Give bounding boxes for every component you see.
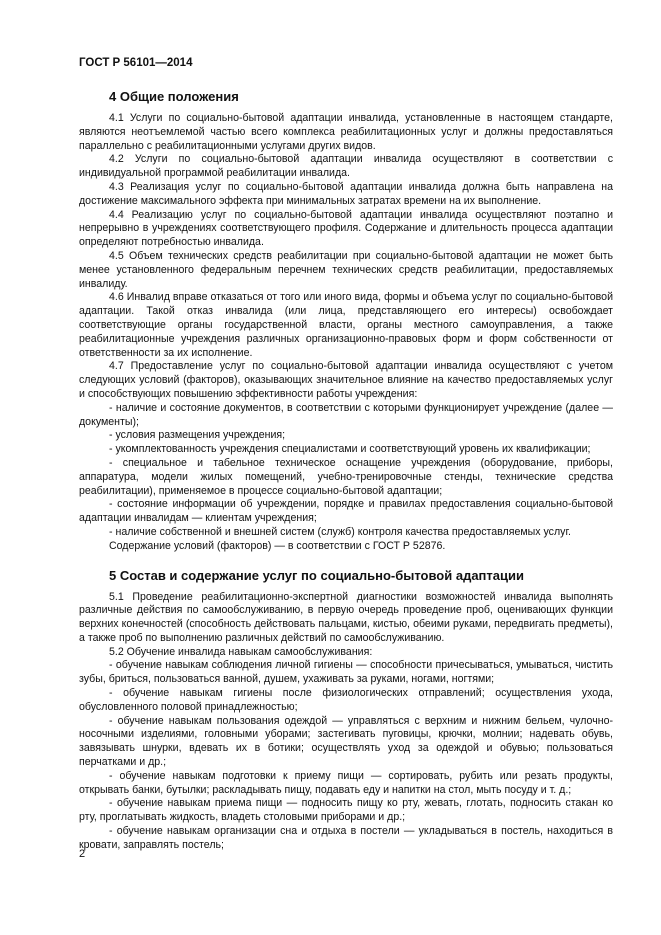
- page-number: 2: [79, 848, 86, 860]
- paragraph: 4.2 Услуги по социально-бытовой адаптации инвалида осуществляют в соответствии с индивидуальной программой реабилитации инвалида.: [79, 153, 613, 180]
- list-item: - обучение навыкам пользования одеждой — управляться с верхним и нижним бельем, чулочно-носочными изделиями, головными уборами; застегивать пуговицы, крючки, молнии; надевать обувь, завязывать шнурки, вдевать их в ботики; осуществлять уход за одеждой и обувью; пользоваться перчатками и др.;: [79, 714, 613, 769]
- list-item: - условия размещения учреждения;: [109, 429, 286, 442]
- list-item: - обучение навыкам подготовки к приему пищи — сортировать, рубить или резать продукты, открывать банки, бутылки; раскладывать пищу, подавать еду и напитки на стол, мыть посуду и т. д.;: [79, 769, 613, 796]
- paragraph: 5.1 Проведение реабилитационно-экспертной диагностики возможностей инвалида выполнять различные действия по самообслуживанию, в первую очередь проведение проб, оценивающих функции верхних конечностей (способность действовать пальцами, кистью, обеими руками, передвигать предметы), а также проб по выполнению различных действий по самообслуживанию.: [79, 590, 613, 644]
- section-5-title: 5 Состав и содержание услуг по социально-бытовой адаптации: [109, 567, 524, 583]
- list-item: - обучение навыкам соблюдения личной гигиены — способности причесываться, умываться, чистить зубы, бриться, пользоваться ванной, душем, ухаживать за руками, ногами, ногтями;: [79, 659, 613, 686]
- paragraph: Содержание условий (факторов) — в соответствии с ГОСТ Р 52876.: [109, 539, 446, 552]
- list-item: - наличие и состояние документов, в соответствии с которыми функционирует учреждение (далее — документы);: [79, 401, 613, 428]
- list-item: - обучение навыкам гигиены после физиологических отправлений; осуществления ухода, обусловленного половой принадлежностью;: [79, 687, 613, 713]
- paragraph: 4.1 Услуги по социально-бытовой адаптации инвалида, установленные в настоящем стандарте, являются неотъемлемой частью всего комплекса реабилитационных услуг и должны предоставляться параллельно с реабилитационными услугами других видов.: [79, 112, 613, 152]
- document-header: ГОСТ Р 56101—2014: [79, 57, 193, 69]
- paragraph: 4.7 Предоставление услуг по социально-бытовой адаптации инвалида осуществляют с учетом следующих условий (факторов), оказывающих значительное влияние на качество предоставляемых услуг и способствующих повышению эффективности работы учреждения:: [79, 360, 613, 400]
- paragraph: 4.4 Реализацию услуг по социально-бытовой адаптации инвалида осуществляют поэтапно и непрерывно в учреждениях соответствующего профиля. Содержание и длительность процесса адаптации определяют потребностью инвалида.: [79, 208, 613, 249]
- paragraph: 4.6 Инвалид вправе отказаться от того или иного вида, формы и объема услуг по социально-бытовой адаптации. Такой отказ инвалида (или лица, представляющего его интересы) освобождает соответствующие органы государственной власти, органы местного самоуправления, а также реабилитационные учреждения различных организационно-правовых форм и форм собственности от ответственности за их исполнение.: [79, 291, 613, 359]
- list-item: - специальное и табельное техническое оснащение учреждения (оборудование, приборы, аппаратура, модели жилых помещений, учебно-тренировочные стенды, технические средства реабилитации), применяемое в процессе социально-бытовой адаптации;: [79, 456, 613, 497]
- list-item: - состояние информации об учреждении, порядке и правилах предоставления социально-бытовой адаптации инвалидам — клиентам учреждения;: [79, 498, 613, 525]
- list-item: - укомплектованность учреждения специалистами и соответствующий уровень их квалификации;: [109, 443, 591, 456]
- list-item: - наличие собственной и внешней систем (служб) контроля качества предоставляемых услуг.: [109, 525, 571, 538]
- list-item: - обучение навыкам приема пищи — подносить пищу ко рту, жевать, глотать, подносить стакан ко рту, проглатывать жидкость, владеть столовыми приборами и др.;: [79, 797, 613, 824]
- list-item: - обучение навыкам организации сна и отдыха в постели — укладываться в постель, находиться в кровати, заправлять постель;: [79, 825, 613, 851]
- paragraph: 4.3 Реализация услуг по социально-бытовой адаптации инвалида должна быть направлена на достижение максимального эффекта при минимальных затратах времени на их выполнение.: [79, 180, 613, 207]
- document-body: [79, 89, 613, 853]
- paragraph: 5.2 Обучение инвалида навыкам самообслуживания:: [109, 645, 373, 658]
- section-4-title: 4 Общие положения: [109, 89, 239, 104]
- paragraph: 4.5 Объем технических средств реабилитации при социально-бытовой адаптации не может быть менее установленного федеральным перечнем технических средств реабилитации, предоставляемых инвалиду.: [79, 249, 613, 290]
